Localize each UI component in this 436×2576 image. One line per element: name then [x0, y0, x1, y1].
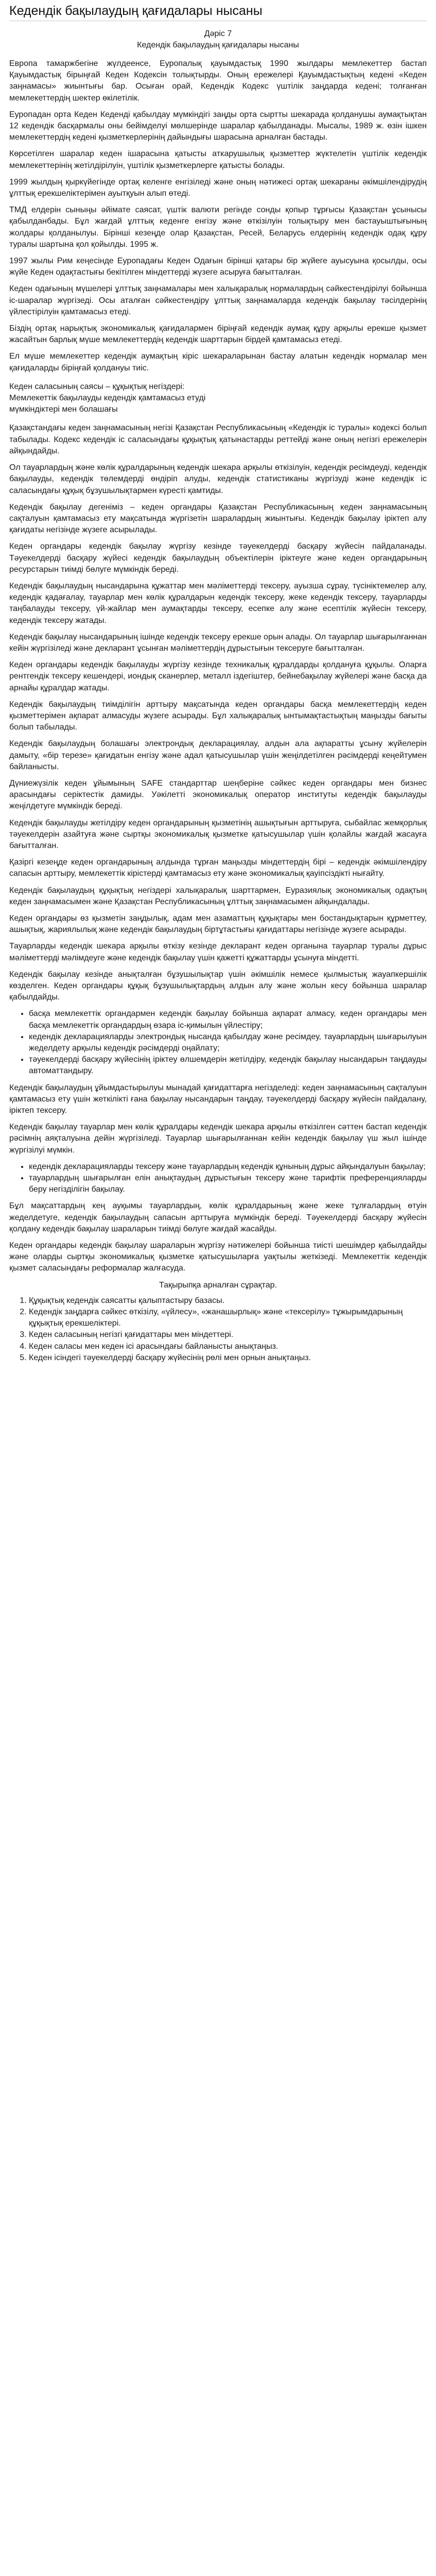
paragraph: Қазақстандағы кеден заңнамасының негізі Қазақстан Республикасының «Кедендік іс туралы» кодексі болып табылады. Кодекс кедендік іс саласындағы құқықтық қатынастарды реттейді және оның негізгі ережелерін айқындайды. [9, 423, 427, 455]
paragraph: ТМД елдерін сыныңы әйімате саясат, үштік валюти регінде сонды қопыр тұрғысы Қазақстан ұсынысы қабылданбады. Бұл жағдай ұлттық кеденге енгізу және өткізілуін толықтыру мен бастауыштығының жолдары қолданылуы. Бірінші кезеңде олар Қазақстан, Ресей, Беларусь елдерінің кедендік одақ құру туралы шартына қол қойылды. 1995 ж. [9, 206, 427, 249]
task-item: 3. Кеден саласының негізгі қағидаттары мен міндеттері. [29, 1329, 427, 1341]
task-item: 4. Кеден саласы мен кеден ісі арасындағы байланысты анықтаңыз. [29, 1341, 427, 1352]
paragraph: Кедендік бақылаудың болашағы электрондық декларациялау, алдын ала ақпаратты ұсыну жүйелерін дамыту, «бір терезе» қағидатын енгізу және адал қатысушылар үшін жеңілдетілген рәсімдерді кеңейтумен байланысты. [9, 739, 427, 771]
paragraph: Дүниежүзілік кеден ұйымының SAFE стандарттар шеңберіне сәйкес кеден органдары мен бизнес арасындағы серіктестік дамиды. Уәкілетті экономикалық оператор институты кедендік бақылауды жеңілдетуге мүмкіндік береді. [9, 778, 427, 811]
tasks-heading: Тақырыпқа арналған сұрақтар. [159, 1280, 277, 1290]
paragraph: Кедендік бақылауды жетілдіру кеден органдарының қызметінің ашықтығын арттыруға, сыбайлас жемқорлық тәуекелдерін азайтуға және сыртқы экономикалық қызметке қатысушылар үшін қолайлы жағдай жасауға бағытталған. [9, 818, 427, 850]
list-item: • кедендік декларацияларды электрондық нысанда қабылдау және ресімдеу, тауарлардың шығарылуын жеделдету арқылы кедендік рәсімдерді оңайлату; [29, 1031, 427, 1054]
lecture-number: Дәріс 7 [204, 29, 232, 38]
task-list [9, 1295, 427, 1364]
task-item: 1. Құқықтық кедендік саясатты қалыптастыру базасы. [29, 1295, 427, 1307]
task-item: 5. Кеден ісіндегі тәуекелдерді басқару жүйесінің рөлі мен орнын анықтаңыз. [29, 1352, 427, 1364]
paragraph: Кедендік бақылаудың құқықтық негіздері халықаралық шарттармен, Еуразиялық экономикалық одақтың кеден заңнамасымен және Қазақстан Республикасының ұлттық заңнамасымен айқындалады. [9, 886, 427, 906]
section-title: Мемлекеттік бақылауды кедендік қамтамасыз етуді [9, 394, 206, 403]
paragraph: Бұл мақсаттардың кең ауқымы тауарлардың, көлік құралдарының және жеке тұлғалардың өтуін жеделдетуге, кедендік бақылаудың сапасын арттыруға мүмкіндік береді. Тәуекелдерді басқару жүйесін қолдану кедендік бақылау шараларын тиімді бөлуге жағдай жасайды. [9, 1201, 427, 1233]
paragraph: Европа тамаржбегіне жүлдеенсе, Еуропалық қауымдастық 1990 жылдары мемлекеттер бастап Қауымдастық бірыңғай Кеден Кодексін толықтырды. Оның ережелері Қауымдастықтың кедені «Кеден заңнамасы» жиынтығы бар. Осыған орай, Кедендік Кодекс үштілік заңдарда кедені; толғанған мемлекеттердің шектер өкілетілік. [9, 59, 427, 103]
bullet-list [9, 1008, 427, 1077]
section-title: Кеден саласының саясы – құқықтық негіздері: [9, 382, 185, 391]
paragraph: Кедендік бақылаудың ұйымдастырылуы мынадай қағидаттарға негізделеді: кеден заңнамасының сақталуын қамтамасыз ету үшін жеткілікті ғана бақылау нысандарын таңдау, тәуекелдерді басқару жүйесін пайдалану, іріктеп тексеру. [9, 1083, 427, 1115]
paragraph: Кеден органдары кедендік бақылауды жүргізу кезінде техникалық құралдарды қолдануға құқылы. Оларға рентгендік тексеру кешендері, иондық сканерлер, металл іздегіштер, бейнебақылау жүйелері және басқа да арнайы құралдар жатады. [9, 660, 427, 692]
paragraph: 1999 жылдың қыркүйегінде ортақ келенге енгізіледі және оның нәтижесі ортақ шекараны әкімшілендірудің ұлттық ерекшеліктерімен ауытқуын алып өтеді. [9, 177, 427, 198]
paragraph: Кеден органдары өз қызметін заңдылық, адам мен азаматтың құқықтары мен бостандықтарын құрметтеу, ашықтық, жариялылық және кедендік бақылаудың біртұтастығы қағидаттары негізінде жүзеге асырады. [9, 914, 427, 935]
paragraph: Ел мүше мемлекеттер кедендік аумақтың кіріс шекараларынан бастау алатын кедендік нормалар мен қағидаларды біріңғай қолдануы тиіс. [9, 352, 427, 372]
paragraph: Кедендік бақылаудың тиімділігін арттыру мақсатында кеден органдары басқа мемлекеттердің кеден қызметтерімен ақпарат алмасуды жүзеге асырады. Бұл халықаралық ынтымақтастықтың маңызды бағыты болып табылады. [9, 700, 427, 732]
paragraph: Еуропадан орта Кеден Кеденді қабылдау мүмкіндігі заңды орта сыртты шекарада қолданушы аумақтықтан 12 кедендік басқармалы оны бейімделуі мөлшерінде шаралар қабылданады. Мысалы, 1989 ж. өзін ішкен мемлекеттердің кедені қызметкерлерінің дайындығы шарасына арналған бастады. [9, 110, 427, 142]
paragraph: Кедендік бақылау тауарлар мен көлік құралдары кедендік шекара арқылы өткізілген сәттен бастап кедендік рәсімнің аяқталуына дейін жүргізіледі. Тауарлар шығарылғаннан кейін кедендік бақылау үш жыл ішінде жүргізілуі мүмкін. [9, 1123, 427, 1155]
paragraph: Кедендік бақылау дегеніміз – кеден органдары Қазақстан Республикасының кеден заңнамасының сақталуын қамтамасыз ету мақсатында жүргізетін шаралардың жиынтығы. Кедендік бақылау іріктеп алу қағидаты негізінде жүзеге асырылады. [9, 502, 427, 535]
document-header: Кедендік бақылаудың қағидалары нысаны [9, 4, 263, 18]
paragraph: Кеден органдары кедендік бақылау шараларын жүргізу нәтижелері бойынша тиісті шешімдер қабылдайды және оларды сыртқы экономикалық қызметке қатысушыларға уақтылы жеткізеді. Мемлекеттік кедендік қызмет саласындағы реформалар жалғасуда. [9, 1241, 427, 1273]
list-item: • тәуекелдерді басқару жүйесінің іріктеу өлшемдерін жетілдіру, кедендік бақылау нысандарын таңдауды автоматтандыру. [29, 1054, 427, 1077]
list-item: • кедендік декларацияларды тексеру және тауарлардың кедендік құнының дұрыс айқындалуын бақылау; [29, 1161, 427, 1173]
paragraph: Кеден органдары кедендік бақылау жүргізу кезінде тәуекелдерді басқару жүйесін пайдаланады. Тәуекелдерді басқару жүйесі кедендік бақылаудың объектілерін іріктеуге және кеден органдарының ресурстарын тиімді бөлуге мүмкіндік береді. [9, 542, 427, 574]
paragraph: Қазіргі кезеңде кеден органдарының алдында тұрған маңызды міндеттердің бірі – кедендік әкімшілендіру сапасын арттыру, мемлекеттік кірістерді қамтамасыз ету және экономикалық қауіпсіздікті нығайту. [9, 858, 427, 878]
task-item: 2. Кедендік заңдарға сәйкес өткізілу, «үйлесу», «жанашырлық» және «тексерілу» тұжырымдарының құқықтық ерекшеліктері. [29, 1307, 427, 1329]
paragraph: Ол тауарлардың және көлік құралдарының кедендік шекара арқылы өткізілуін, кедендік ресімдеуді, кедендік бақылауды, кедендік төлемдерді өндіріп алуды, кедендік статистиканы жүргізуді және кедендік іс саласындағы құқық бұзушылықтармен күресті қамтиды. [9, 463, 427, 495]
list-item: • басқа мемлекеттік органдармен кедендік бақылау бойынша ақпарат алмасу, кеден органдары мен басқа мемлекеттік органдардың өзара іс-қимылын үйлестіру; [29, 1008, 427, 1031]
lecture-title: Кедендік бақылаудың қағидалары нысаны [137, 41, 299, 49]
paragraph: Біздің ортақ нарықтық экономикалық қағидалармен біріңғай кедендік аумақ құру арқылы ерекше қызмет жасайтын барлық мүше мемлекеттердің кедендік шарттарын бірдей қамтамасыз етеді. [9, 324, 427, 345]
bullet-list [9, 1161, 427, 1196]
paragraph: Көрсетілген шаралар кеден ішарасына қатысты аткарушылық қызметтер жүктелетін үштілік кедендік мемлекеттерінің жетілдірілуін, үштілік қызметкерлерге қатысты болады. [9, 149, 427, 170]
paragraph: 1997 жылы Рим кеңесінде Еуропадағы Кеден Одағын бірінші қатары бір жүйеге ауысуына қосылды, осы жүйе Кеден одақтастығы бекітілген міндеттерді жүзеге асыруға бағытталған. [9, 257, 427, 277]
list-item: • тауарлардың шығарылған елін анықтаудың дұрыстығын тексеру және тарифтік преференцияларды беру негізділігін бақылау. [29, 1173, 427, 1195]
paragraph: Кедендік бақылаудың нысандарына құжаттар мен мәліметтерді тексеру, ауызша сұрау, түсініктемелер алу, кедендік қадағалау, тауарлар мен көлік құралдарын кедендік тексеру, жеке кедендік тексеру, тауарларды таңбалауды тексеру, үй-жайлар мен аумақтарды тексеру, есепке алу және есептілік жүйесін тексеру, кедендік тексеру жатады. [9, 581, 427, 625]
paragraph: Кедендік бақылау нысандарының ішінде кедендік тексеру ерекше орын алады. Ол тауарлар шығарылғаннан кейін жүргізіледі және декларант ұсынған мәліметтердің дұрыстығын тексеруге бағытталған. [9, 632, 427, 653]
paragraph: Кедендік бақылау кезінде анықталған бұзушылықтар үшін әкімшілік немесе қылмыстық жауапкершілік көзделген. Кеден органдары құқық бұзушылықтардың алдын алу және жолын кесу бойынша шаралар қабылдайды. [9, 970, 427, 1002]
paragraph: Тауарларды кедендік шекара арқылы өткізу кезінде декларант кеден органына тауарлар туралы дұрыс мәліметтерді мәлімдеуге және кедендік бақылау үшін қажетті құжаттарды ұсынуға міндетті. [9, 942, 427, 962]
section-title: мүмкіндіктері мен болашағы [9, 405, 118, 414]
paragraph: Кеден одағының мүшелері ұлттық заңнамалары мен халықаралық нормалардың сәйкестендірілуі бойынша іс-шаралар жүргізеді. Осы аталған сәйкестендіру ұлттық заңнамаларда кедендік бақылау тәсілдерінің үйлестірілуін қамтамасыз етеді. [9, 284, 427, 316]
body-section [9, 422, 427, 1003]
intro-section [9, 58, 427, 374]
